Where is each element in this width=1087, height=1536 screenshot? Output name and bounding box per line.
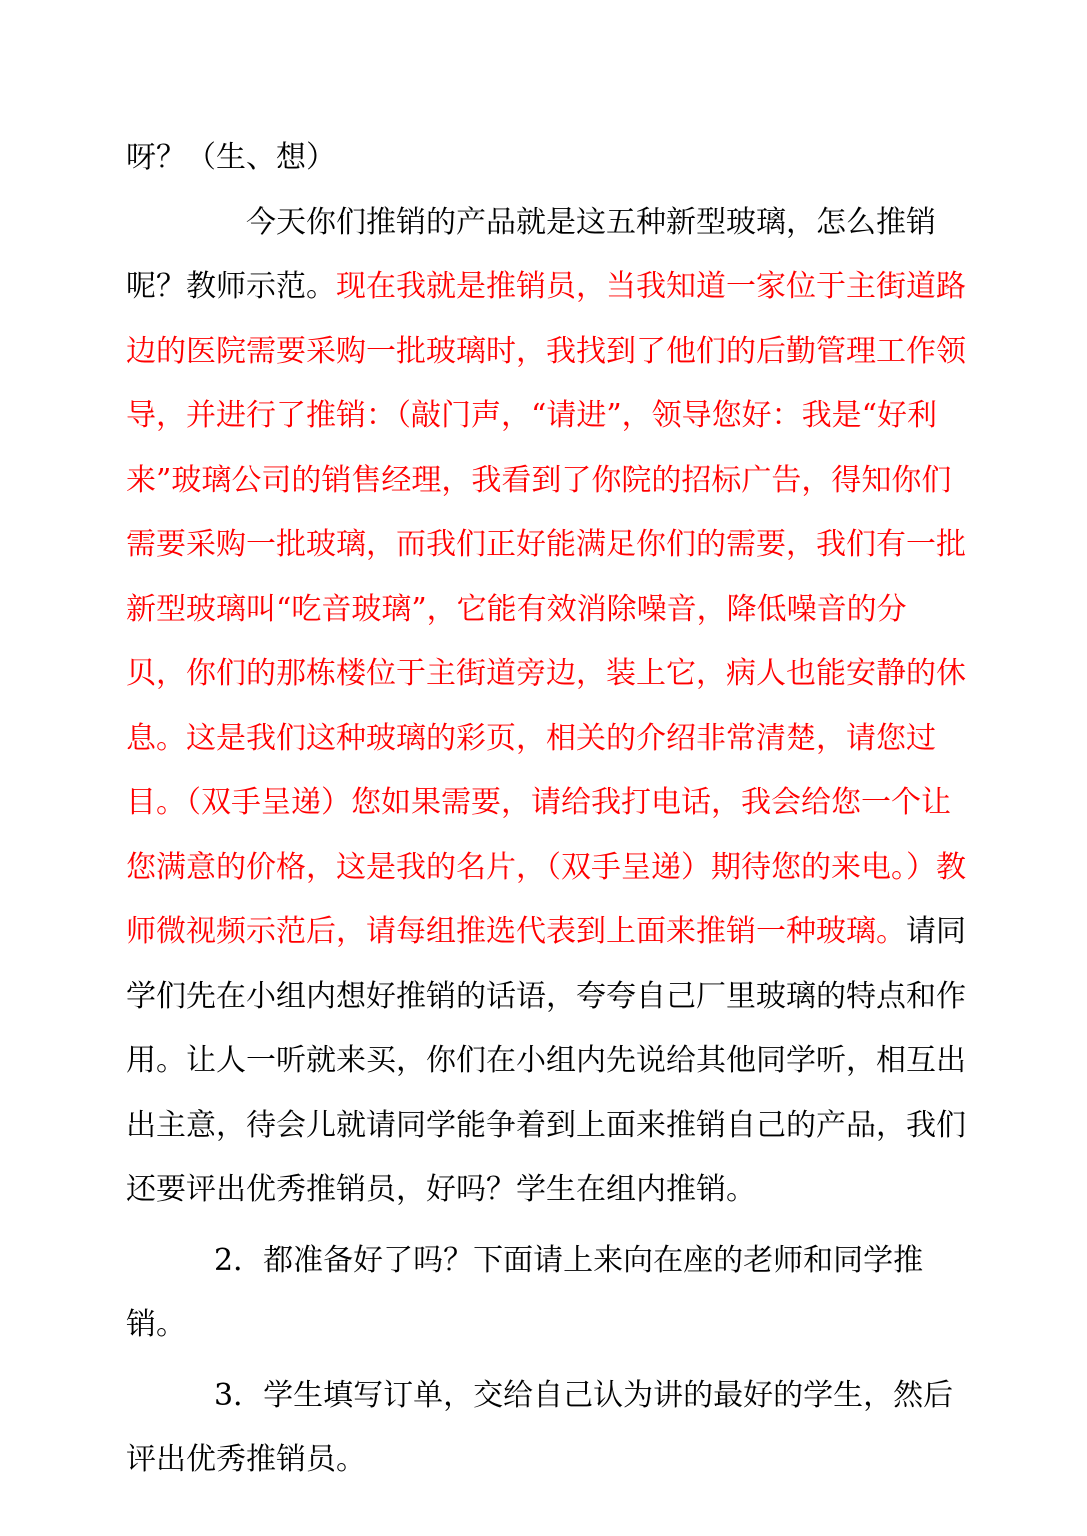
paragraph-2-instructions: 请同学们先在小组内想好推销的话语，夸夸自己厂里玻璃的特点和作用。让人一听就来买，你们在小组内先说给其他同学听，相互出出主意，待会儿就请同学能争着到上面来推销自己的产品，我们还要评出优秀推销员，好吗？学生在组内推销。 (126, 914, 966, 1207)
paragraph-3: 2．都准备好了吗？下面请上来向在座的老师和同学推销。 (126, 1242, 924, 1342)
paragraph-2-intro: 今天你们推销的产品就是这五种新型玻璃，怎么推销呢？教师示范。 (126, 204, 936, 304)
paragraph-2 (126, 191, 966, 1223)
paragraph-1: 呀？（生、想） (126, 140, 336, 175)
paragraph-2-demo-highlight: 现在我就是推销员，当我知道一家位于主街道路边的医院需要采购一批玻璃时，我找到了他们的后勤管理工作领导，并进行了推销：（敲门声，“请进”，领导您好：我是“好利来”玻璃公司的销售经理，我看到了你院的招标广告，得知你们需要采购一批玻璃，而我们正好能满足你们的需要，我们有一批新型玻璃叫“吃音玻璃”，它能有效消除噪音，降低噪音的分贝，你们的那栋楼位于主街道旁边，装上它，病人也能安静的休息。这是我们这种玻璃的彩页，相关的介绍非常清楚，请您过目。（双手呈递）您如果需要，请给我打电话，我会给您一个让您满意的价格，这是我的名片，（双手呈递）期待您的来电。）教师微视频示范后，请每组推选代表到上面来推销一种玻璃。 (126, 269, 966, 949)
paragraph-4: 3．学生填写订单，交给自己认为讲的最好的学生，然后评出优秀推销员。 (126, 1377, 954, 1477)
document-page (126, 126, 966, 1493)
